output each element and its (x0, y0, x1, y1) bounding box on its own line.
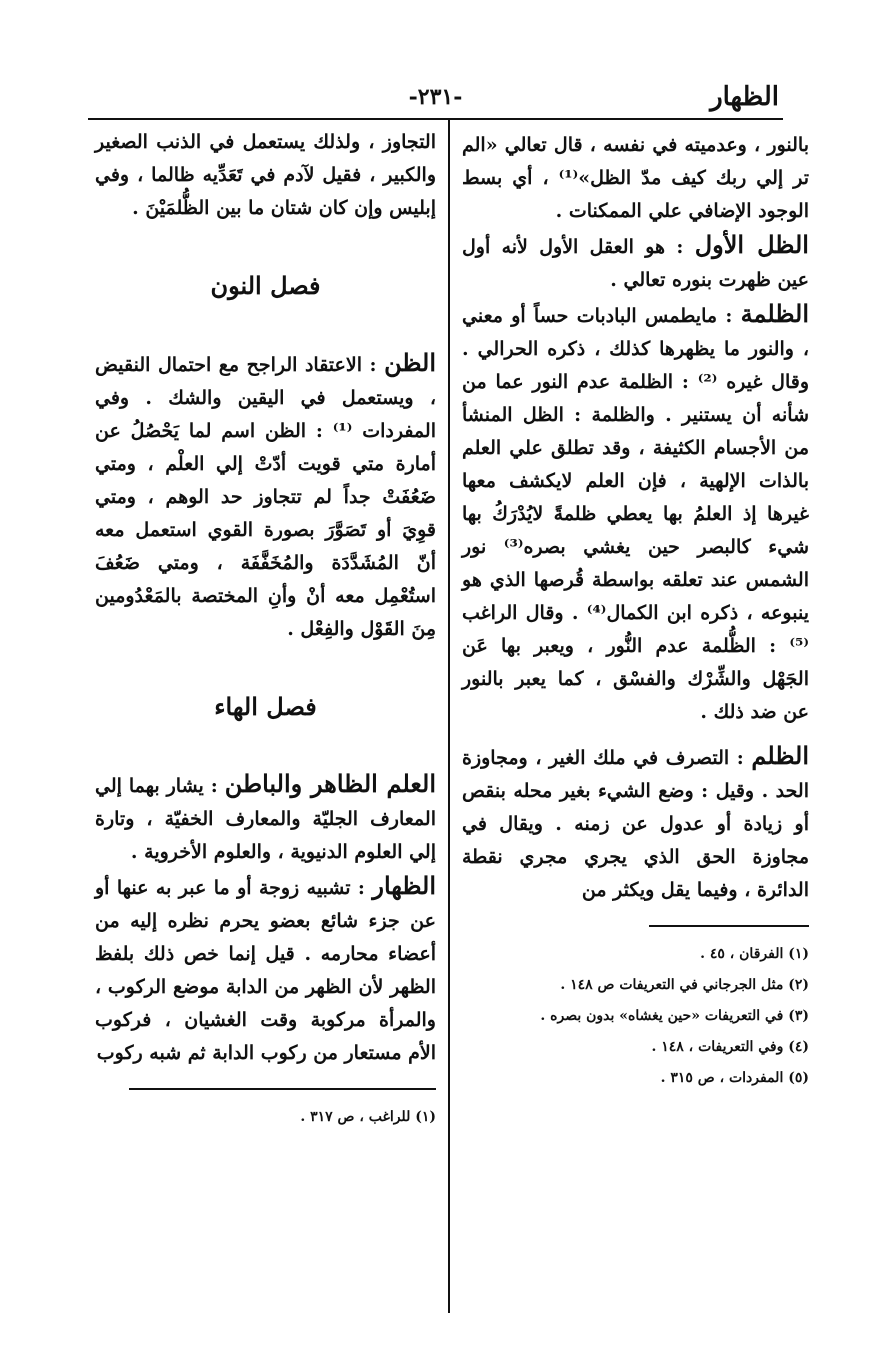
footnote: (١) الفرقان ، ٤٥ . (700, 946, 809, 962)
entry-term: الظل الأول (694, 230, 809, 259)
entry-text: : الاعتقاد الراجح مع احتمال النقيض ، ويستعمل في اليقين والشك . وفي المفردات ⁽¹⁾ : الظن اسم لما يَحْصُلُ عن أمارة متي قويت أدّتْ إلي العلْم ، ومتي ضَعُفَتْ جداً لم تتجاوز حد الوهم ، ومتي قوِيَ أو تَصَوَّرَ بصورة القوي استعمل معه أنّ المُشَدَّدَة والمُخَفَّفَة ، ومتي ضَعُفَ استُعْمِل معه أنْ وأنِ المختصة بالمَعْدُومين مِنَ القَوْل والفِعْل . (95, 354, 436, 640)
entry-injustice (462, 739, 809, 907)
entry-term: الظلمة (740, 299, 809, 328)
running-title: الظهار (710, 82, 779, 112)
entry-text: : تشبيه زوجة أو ما عبر به عنها أو عن جزء شائع بعضو يحرم نظره إليه من أعضاء محارمه . قيل إنما خص ذلك بلفظ الظهر لأن الظهر من الدابة موضع الركوب ، والمرأة مركوبة وقت الغشيان ، فركوب الأم مستعار من ركوب الدابة ثم شبه ركوب (95, 877, 436, 1064)
footnote: (١) للراغب ، ص ٣١٧ . (300, 1109, 436, 1125)
entry-term: الظن (384, 348, 436, 377)
entry-text: : يشار بهما إلي المعارف الجليّة والمعارف الخفيّة ، وتارة إلي العلوم الدنيوية ، والعلوم الأخروية . (95, 775, 436, 863)
paragraph-continuation (462, 126, 809, 228)
right-column (462, 126, 809, 1094)
entry-first-shadow (462, 228, 809, 297)
page-number: -٢٣١- (408, 84, 463, 110)
entry-text: : التصرف في ملك الغير ، ومجاوزة الحد . وقيل : وضع الشيء بغير محله بنقص أو زيادة أو عدول عن زمنه . ويقال في مجاوزة الحق الذي يجري مجري نقطة الدائرة ، وفيما يقل ويكثر من (462, 747, 809, 901)
section-heading-noon: فصل النون (210, 271, 321, 300)
paragraph-continuation: التجاوز ، ولذلك يستعمل في الذنب الصغير والكبير ، فقيل لآدم في تَعَدِّيه ظالما ، وفي إبليس وإن كان شتان ما بين الظُّلمَيْنَ . (95, 131, 436, 219)
entry-term: العلم الظاهر والباطن (224, 769, 436, 798)
footnote: (٣) في التعريفات «حين يغشاه» بدون بصره . (540, 1008, 809, 1024)
entry-text: : هو العقل الأول لأنه أول عين ظهرت بنوره تعالي . (462, 236, 809, 291)
page-header (92, 82, 779, 116)
header-rule (88, 118, 783, 120)
entry-text: بالنور ، وعدميته في نفسه ، قال تعالي «الم تر إلي ربك كيف مدّ الظل»⁽¹⁾ ، أي بسط الوجود الإضافي علي الممكنات . (462, 134, 809, 222)
entry-ilm (95, 767, 436, 869)
entry-term: الظهار (372, 871, 436, 900)
column-divider (448, 118, 450, 1313)
entry-term: الظلم (751, 741, 809, 770)
footnote: (٢) مثل الجرجاني في التعريفات ص ١٤٨ . (560, 977, 809, 993)
footnote: (٤) وفي التعريفات ، ١٤٨ . (651, 1039, 809, 1055)
section-heading-haa: فصل الهاء (214, 692, 317, 721)
entry-darkness (462, 297, 809, 729)
entry-text: : مايطمس البادبات حساً أو معني ، والنور ما يظهرها كذلك ، ذكره الحرالي . وقال غيره ⁽²⁾ : الظلمة عدم النور عما من شأنه أن يستنير . والظلمة : الظل المنشأ من الأجسام الكثيفة ، وقد تطلق علي العلم بالذات الإلهية ، فإن العلم لايكشف معها غيرها إذ العلمُ بها يعطي ظلمةً لايُدْرَكُ بها شيء كالبصر حين يغشي بصره⁽³⁾ نور الشمس عند تعلقه بواسطة قُرصها الذي هو ينبوعه ، ذكره ابن الكمال⁽⁴⁾ . وقال الراغب ⁽⁵⁾ : الظُّلمة عدم النُّور ، ويعبر بها عَن الجَهْل والشِّرْك والفسْق ، كما يعبر بالنور عن ضد ذلك . (462, 305, 809, 723)
footnote-rule (649, 925, 809, 927)
entry-zihar (95, 869, 436, 1070)
footnote: (٥) المفردات ، ص ٣١٥ . (660, 1070, 809, 1086)
entry-zann (95, 346, 436, 646)
left-column (95, 126, 436, 1133)
footnotes (462, 939, 809, 1094)
footnote-rule (129, 1088, 436, 1090)
